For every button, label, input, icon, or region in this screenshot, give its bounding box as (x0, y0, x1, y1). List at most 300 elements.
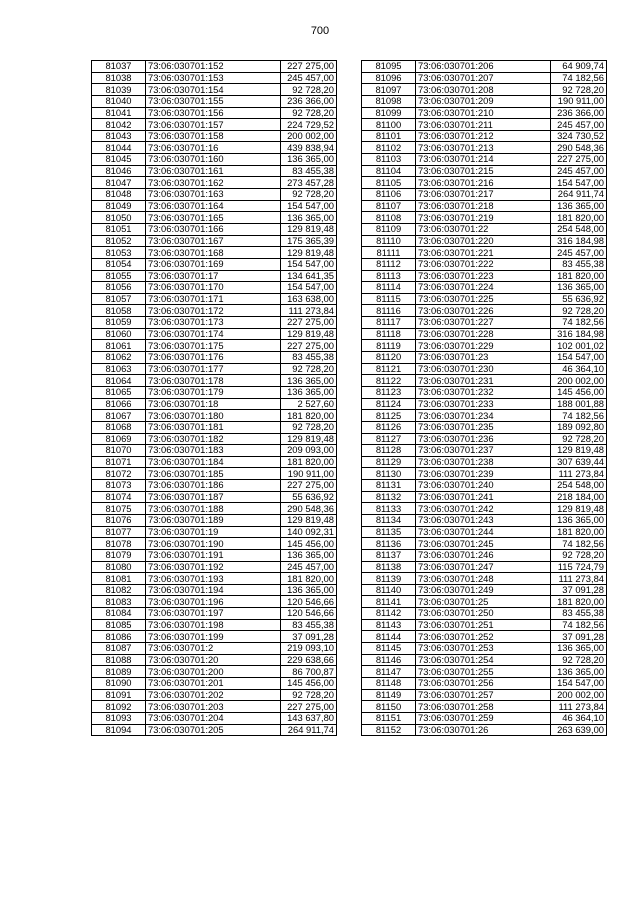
table-row (362, 223, 607, 235)
table-row (92, 107, 337, 119)
row-number-cell: 81142 (362, 608, 416, 620)
cadastral-number-cell: 73:06:030701:199 (146, 631, 281, 643)
cadastral-number-cell: 73:06:030701:234 (416, 410, 551, 422)
value-cell: 145 456,00 (281, 677, 337, 689)
table-row (362, 165, 607, 177)
cadastral-number-cell: 73:06:030701:162 (146, 177, 281, 189)
cadastral-number-cell: 73:06:030701:182 (146, 433, 281, 445)
cadastral-number-cell: 73:06:030701:181 (146, 421, 281, 433)
value-cell: 92 728,20 (281, 84, 337, 96)
cadastral-number-cell: 73:06:030701:209 (416, 95, 551, 107)
row-number-cell: 81069 (92, 433, 146, 445)
row-number-cell: 81050 (92, 212, 146, 224)
table-row (362, 724, 607, 736)
table-row (362, 212, 607, 224)
value-cell: 236 366,00 (551, 107, 607, 119)
cadastral-number-cell: 73:06:030701:196 (146, 596, 281, 608)
cadastral-number-cell: 73:06:030701:177 (146, 363, 281, 375)
value-cell: 145 456,00 (551, 386, 607, 398)
table-row (92, 340, 337, 352)
cadastral-number-cell: 73:06:030701:156 (146, 107, 281, 119)
value-cell: 37 091,28 (551, 584, 607, 596)
cadastral-number-cell: 73:06:030701:22 (416, 223, 551, 235)
table-row (92, 561, 337, 573)
cadastral-number-cell: 73:06:030701:26 (416, 724, 551, 736)
cadastral-number-cell: 73:06:030701:208 (416, 84, 551, 96)
value-cell: 324 730,52 (551, 130, 607, 142)
cadastral-number-cell: 73:06:030701:176 (146, 352, 281, 364)
cadastral-number-cell: 73:06:030701:244 (416, 526, 551, 538)
row-number-cell: 81083 (92, 596, 146, 608)
row-number-cell: 81103 (362, 154, 416, 166)
table-row (362, 584, 607, 596)
table-row (92, 701, 337, 713)
table-row (362, 61, 607, 73)
cadastral-number-cell: 73:06:030701:197 (146, 608, 281, 620)
value-cell: 200 002,00 (551, 689, 607, 701)
value-cell: 46 364,10 (551, 712, 607, 724)
row-number-cell: 81137 (362, 549, 416, 561)
cadastral-number-cell: 73:06:030701:2 (146, 643, 281, 655)
cadastral-number-cell: 73:06:030701:242 (416, 503, 551, 515)
table-row (92, 724, 337, 736)
cadastral-number-cell: 73:06:030701:161 (146, 165, 281, 177)
value-cell: 115 724,79 (551, 561, 607, 573)
table-row (362, 235, 607, 247)
row-number-cell: 81042 (92, 119, 146, 131)
row-number-cell: 81108 (362, 212, 416, 224)
value-cell: 136 365,00 (281, 386, 337, 398)
row-number-cell: 81097 (362, 84, 416, 96)
value-cell: 290 548,36 (551, 142, 607, 154)
table-row (362, 456, 607, 468)
row-number-cell: 81079 (92, 549, 146, 561)
table-row (362, 654, 607, 666)
cadastral-number-cell: 73:06:030701:154 (146, 84, 281, 96)
table-row (92, 317, 337, 329)
value-cell: 136 365,00 (281, 212, 337, 224)
row-number-cell: 81101 (362, 130, 416, 142)
value-cell: 175 365,39 (281, 235, 337, 247)
value-cell: 227 275,00 (281, 61, 337, 73)
table-row (92, 223, 337, 235)
cadastral-number-cell: 73:06:030701:183 (146, 445, 281, 457)
value-cell: 74 182,56 (551, 317, 607, 329)
row-number-cell: 81111 (362, 247, 416, 259)
cadastral-number-cell: 73:06:030701:241 (416, 491, 551, 503)
cadastral-number-cell: 73:06:030701:257 (416, 689, 551, 701)
cadastral-number-cell: 73:06:030701:180 (146, 410, 281, 422)
table-row (92, 433, 337, 445)
value-cell: 254 548,00 (551, 223, 607, 235)
value-cell: 83 455,38 (551, 608, 607, 620)
row-number-cell: 81106 (362, 189, 416, 201)
value-cell: 136 365,00 (551, 666, 607, 678)
value-cell: 181 820,00 (551, 212, 607, 224)
row-number-cell: 81095 (362, 61, 416, 73)
cadastral-number-cell: 73:06:030701:193 (146, 573, 281, 585)
table-row (92, 410, 337, 422)
row-number-cell: 81145 (362, 643, 416, 655)
value-cell: 154 547,00 (281, 282, 337, 294)
cadastral-number-cell: 73:06:030701:259 (416, 712, 551, 724)
table-row (362, 677, 607, 689)
value-cell: 136 365,00 (551, 643, 607, 655)
table-row (92, 235, 337, 247)
row-number-cell: 81055 (92, 270, 146, 282)
row-number-cell: 81085 (92, 619, 146, 631)
row-number-cell: 81067 (92, 410, 146, 422)
cadastral-number-cell: 73:06:030701:158 (146, 130, 281, 142)
row-number-cell: 81144 (362, 631, 416, 643)
value-cell: 227 275,00 (281, 480, 337, 492)
row-number-cell: 81053 (92, 247, 146, 259)
table-row (92, 282, 337, 294)
row-number-cell: 81104 (362, 165, 416, 177)
cadastral-number-cell: 73:06:030701:253 (416, 643, 551, 655)
table-row (362, 305, 607, 317)
cadastral-number-cell: 73:06:030701:166 (146, 223, 281, 235)
row-number-cell: 81039 (92, 84, 146, 96)
row-number-cell: 81091 (92, 689, 146, 701)
cadastral-number-cell: 73:06:030701:238 (416, 456, 551, 468)
table-row (362, 526, 607, 538)
cadastral-number-cell: 73:06:030701:227 (416, 317, 551, 329)
table-row (362, 549, 607, 561)
cadastral-number-cell: 73:06:030701:172 (146, 305, 281, 317)
table-row (92, 526, 337, 538)
row-number-cell: 81149 (362, 689, 416, 701)
value-cell: 273 457,28 (281, 177, 337, 189)
cadastral-number-cell: 73:06:030701:218 (416, 200, 551, 212)
value-cell: 218 184,00 (551, 491, 607, 503)
table-row (362, 340, 607, 352)
value-cell: 181 820,00 (551, 596, 607, 608)
cadastral-number-cell: 73:06:030701:165 (146, 212, 281, 224)
cadastral-number-cell: 73:06:030701:191 (146, 549, 281, 561)
table-row (92, 165, 337, 177)
value-cell: 134 641,35 (281, 270, 337, 282)
row-number-cell: 81044 (92, 142, 146, 154)
row-number-cell: 81092 (92, 701, 146, 713)
table-row (362, 84, 607, 96)
cadastral-number-cell: 73:06:030701:220 (416, 235, 551, 247)
value-cell: 200 002,00 (281, 130, 337, 142)
table-row (92, 677, 337, 689)
value-cell: 140 092,31 (281, 526, 337, 538)
row-number-cell: 81068 (92, 421, 146, 433)
value-cell: 227 275,00 (281, 340, 337, 352)
value-cell: 209 093,00 (281, 445, 337, 457)
row-number-cell: 81113 (362, 270, 416, 282)
row-number-cell: 81073 (92, 480, 146, 492)
row-number-cell: 81078 (92, 538, 146, 550)
row-number-cell: 81089 (92, 666, 146, 678)
value-cell: 136 365,00 (281, 549, 337, 561)
cadastral-number-cell: 73:06:030701:254 (416, 654, 551, 666)
cadastral-number-cell: 73:06:030701:240 (416, 480, 551, 492)
row-number-cell: 81133 (362, 503, 416, 515)
row-number-cell: 81037 (92, 61, 146, 73)
row-number-cell: 81130 (362, 468, 416, 480)
value-cell: 92 728,20 (551, 433, 607, 445)
table-row (362, 701, 607, 713)
cadastral-number-cell: 73:06:030701:236 (416, 433, 551, 445)
value-cell: 37 091,28 (281, 631, 337, 643)
value-cell: 83 455,38 (281, 619, 337, 631)
row-number-cell: 81075 (92, 503, 146, 515)
value-cell: 74 182,56 (551, 72, 607, 84)
table-row (362, 398, 607, 410)
row-number-cell: 81052 (92, 235, 146, 247)
cadastral-number-cell: 73:06:030701:247 (416, 561, 551, 573)
table-row (92, 445, 337, 457)
value-cell: 92 728,20 (551, 84, 607, 96)
table-row (92, 328, 337, 340)
table-row (92, 84, 337, 96)
cadastral-number-cell: 73:06:030701:202 (146, 689, 281, 701)
table-row (92, 212, 337, 224)
cadastral-number-cell: 73:06:030701:222 (416, 258, 551, 270)
value-cell: 245 457,00 (281, 561, 337, 573)
table-row (362, 596, 607, 608)
table-row (362, 712, 607, 724)
cadastral-number-cell: 73:06:030701:152 (146, 61, 281, 73)
value-cell: 143 637,80 (281, 712, 337, 724)
value-cell: 181 820,00 (281, 410, 337, 422)
table-row (92, 258, 337, 270)
cadastral-number-cell: 73:06:030701:175 (146, 340, 281, 352)
row-number-cell: 81148 (362, 677, 416, 689)
cadastral-number-cell: 73:06:030701:205 (146, 724, 281, 736)
row-number-cell: 81096 (362, 72, 416, 84)
value-cell: 92 728,20 (281, 189, 337, 201)
table-row (362, 258, 607, 270)
row-number-cell: 81074 (92, 491, 146, 503)
value-cell: 129 819,48 (281, 514, 337, 526)
value-cell: 290 548,36 (281, 503, 337, 515)
cadastral-number-cell: 73:06:030701:237 (416, 445, 551, 457)
value-cell: 227 275,00 (281, 317, 337, 329)
table-row (92, 154, 337, 166)
table-row (362, 480, 607, 492)
cadastral-number-cell: 73:06:030701:228 (416, 328, 551, 340)
table-row (362, 410, 607, 422)
table-row (92, 119, 337, 131)
value-cell: 111 273,84 (551, 468, 607, 480)
cadastral-number-cell: 73:06:030701:207 (416, 72, 551, 84)
value-cell: 227 275,00 (281, 701, 337, 713)
table-row (362, 282, 607, 294)
value-cell: 190 911,00 (551, 95, 607, 107)
table-row (92, 514, 337, 526)
cadastral-number-cell: 73:06:030701:187 (146, 491, 281, 503)
value-cell: 316 184,98 (551, 328, 607, 340)
value-cell: 120 546,66 (281, 596, 337, 608)
table-row (362, 363, 607, 375)
table-row (92, 643, 337, 655)
cadastral-number-cell: 73:06:030701:215 (416, 165, 551, 177)
row-number-cell: 81109 (362, 223, 416, 235)
table-row (92, 468, 337, 480)
value-cell: 64 909,74 (551, 61, 607, 73)
table-row (92, 270, 337, 282)
table-row (92, 375, 337, 387)
table-row (362, 468, 607, 480)
cadastral-number-cell: 73:06:030701:206 (416, 61, 551, 73)
table-row (92, 503, 337, 515)
value-cell: 74 182,56 (551, 410, 607, 422)
cadastral-number-cell: 73:06:030701:169 (146, 258, 281, 270)
row-number-cell: 81107 (362, 200, 416, 212)
value-cell: 316 184,98 (551, 235, 607, 247)
table-row (92, 666, 337, 678)
value-cell: 86 700,87 (281, 666, 337, 678)
cadastral-number-cell: 73:06:030701:164 (146, 200, 281, 212)
table-row (362, 375, 607, 387)
row-number-cell: 81051 (92, 223, 146, 235)
value-cell: 154 547,00 (281, 258, 337, 270)
row-number-cell: 81080 (92, 561, 146, 573)
value-cell: 83 455,38 (551, 258, 607, 270)
value-cell: 181 820,00 (551, 270, 607, 282)
row-number-cell: 81072 (92, 468, 146, 480)
table-row (362, 95, 607, 107)
row-number-cell: 81141 (362, 596, 416, 608)
row-number-cell: 81129 (362, 456, 416, 468)
cadastral-number-cell: 73:06:030701:170 (146, 282, 281, 294)
row-number-cell: 81048 (92, 189, 146, 201)
value-cell: 136 365,00 (281, 584, 337, 596)
value-cell: 129 819,48 (281, 433, 337, 445)
cadastral-number-cell: 73:06:030701:210 (416, 107, 551, 119)
row-number-cell: 81047 (92, 177, 146, 189)
row-number-cell: 81065 (92, 386, 146, 398)
cadastral-number-cell: 73:06:030701:16 (146, 142, 281, 154)
row-number-cell: 81098 (362, 95, 416, 107)
table-row (92, 549, 337, 561)
cadastral-number-cell: 73:06:030701:203 (146, 701, 281, 713)
table-row (92, 398, 337, 410)
cadastral-number-cell: 73:06:030701:173 (146, 317, 281, 329)
cadastral-number-cell: 73:06:030701:221 (416, 247, 551, 259)
cadastral-number-cell: 73:06:030701:235 (416, 421, 551, 433)
value-cell: 129 819,48 (281, 223, 337, 235)
value-cell: 92 728,20 (551, 654, 607, 666)
row-number-cell: 81056 (92, 282, 146, 294)
table-row (92, 293, 337, 305)
row-number-cell: 81135 (362, 526, 416, 538)
value-cell: 154 547,00 (281, 200, 337, 212)
row-number-cell: 81143 (362, 619, 416, 631)
table-row (92, 573, 337, 585)
value-cell: 92 728,20 (281, 689, 337, 701)
cadastral-number-cell: 73:06:030701:224 (416, 282, 551, 294)
cadastral-number-cell: 73:06:030701:232 (416, 386, 551, 398)
table-row (92, 456, 337, 468)
table-row (362, 328, 607, 340)
row-number-cell: 81041 (92, 107, 146, 119)
row-number-cell: 81114 (362, 282, 416, 294)
row-number-cell: 81077 (92, 526, 146, 538)
row-number-cell: 81093 (92, 712, 146, 724)
value-cell: 136 365,00 (551, 200, 607, 212)
table-row (362, 666, 607, 678)
value-cell: 129 819,48 (281, 328, 337, 340)
table-row (362, 608, 607, 620)
value-cell: 92 728,20 (281, 421, 337, 433)
table-row (92, 142, 337, 154)
cadastral-number-cell: 73:06:030701:246 (416, 549, 551, 561)
value-cell: 227 275,00 (551, 154, 607, 166)
row-number-cell: 81070 (92, 445, 146, 457)
table-row (92, 305, 337, 317)
cadastral-number-cell: 73:06:030701:157 (146, 119, 281, 131)
value-cell: 74 182,56 (551, 538, 607, 550)
table-row (92, 608, 337, 620)
row-number-cell: 81112 (362, 258, 416, 270)
table-row (92, 631, 337, 643)
cadastral-number-cell: 73:06:030701:214 (416, 154, 551, 166)
cadastral-number-cell: 73:06:030701:226 (416, 305, 551, 317)
cadastral-number-cell: 73:06:030701:192 (146, 561, 281, 573)
cadastral-number-cell: 73:06:030701:184 (146, 456, 281, 468)
value-cell: 263 639,00 (551, 724, 607, 736)
cadastral-number-cell: 73:06:030701:25 (416, 596, 551, 608)
value-cell: 92 728,20 (281, 107, 337, 119)
value-cell: 120 546,66 (281, 608, 337, 620)
cadastral-number-cell: 73:06:030701:217 (416, 189, 551, 201)
row-number-cell: 81117 (362, 317, 416, 329)
cadastral-number-cell: 73:06:030701:18 (146, 398, 281, 410)
value-cell: 37 091,28 (551, 631, 607, 643)
row-number-cell: 81151 (362, 712, 416, 724)
table-row (362, 491, 607, 503)
cadastral-number-cell: 73:06:030701:19 (146, 526, 281, 538)
value-cell: 245 457,00 (551, 119, 607, 131)
row-number-cell: 81061 (92, 340, 146, 352)
value-cell: 154 547,00 (551, 352, 607, 364)
cadastral-number-cell: 73:06:030701:17 (146, 270, 281, 282)
cadastral-number-cell: 73:06:030701:23 (416, 352, 551, 364)
value-cell: 163 638,00 (281, 293, 337, 305)
cadastral-number-cell: 73:06:030701:155 (146, 95, 281, 107)
row-number-cell: 81110 (362, 235, 416, 247)
value-cell: 83 455,38 (281, 165, 337, 177)
table-row (92, 200, 337, 212)
cadastral-number-cell: 73:06:030701:189 (146, 514, 281, 526)
row-number-cell: 81046 (92, 165, 146, 177)
table-row (92, 189, 337, 201)
row-number-cell: 81063 (92, 363, 146, 375)
row-number-cell: 81084 (92, 608, 146, 620)
table-row (362, 689, 607, 701)
cadastral-number-cell: 73:06:030701:185 (146, 468, 281, 480)
table-row (92, 247, 337, 259)
cadastral-number-cell: 73:06:030701:223 (416, 270, 551, 282)
table-row (92, 363, 337, 375)
value-cell: 136 365,00 (551, 514, 607, 526)
row-number-cell: 81082 (92, 584, 146, 596)
table-row (362, 643, 607, 655)
row-number-cell: 81118 (362, 328, 416, 340)
registry-table-left (91, 60, 337, 736)
row-number-cell: 81059 (92, 317, 146, 329)
row-number-cell: 81102 (362, 142, 416, 154)
cadastral-number-cell: 73:06:030701:212 (416, 130, 551, 142)
value-cell: 74 182,56 (551, 619, 607, 631)
cadastral-number-cell: 73:06:030701:250 (416, 608, 551, 620)
